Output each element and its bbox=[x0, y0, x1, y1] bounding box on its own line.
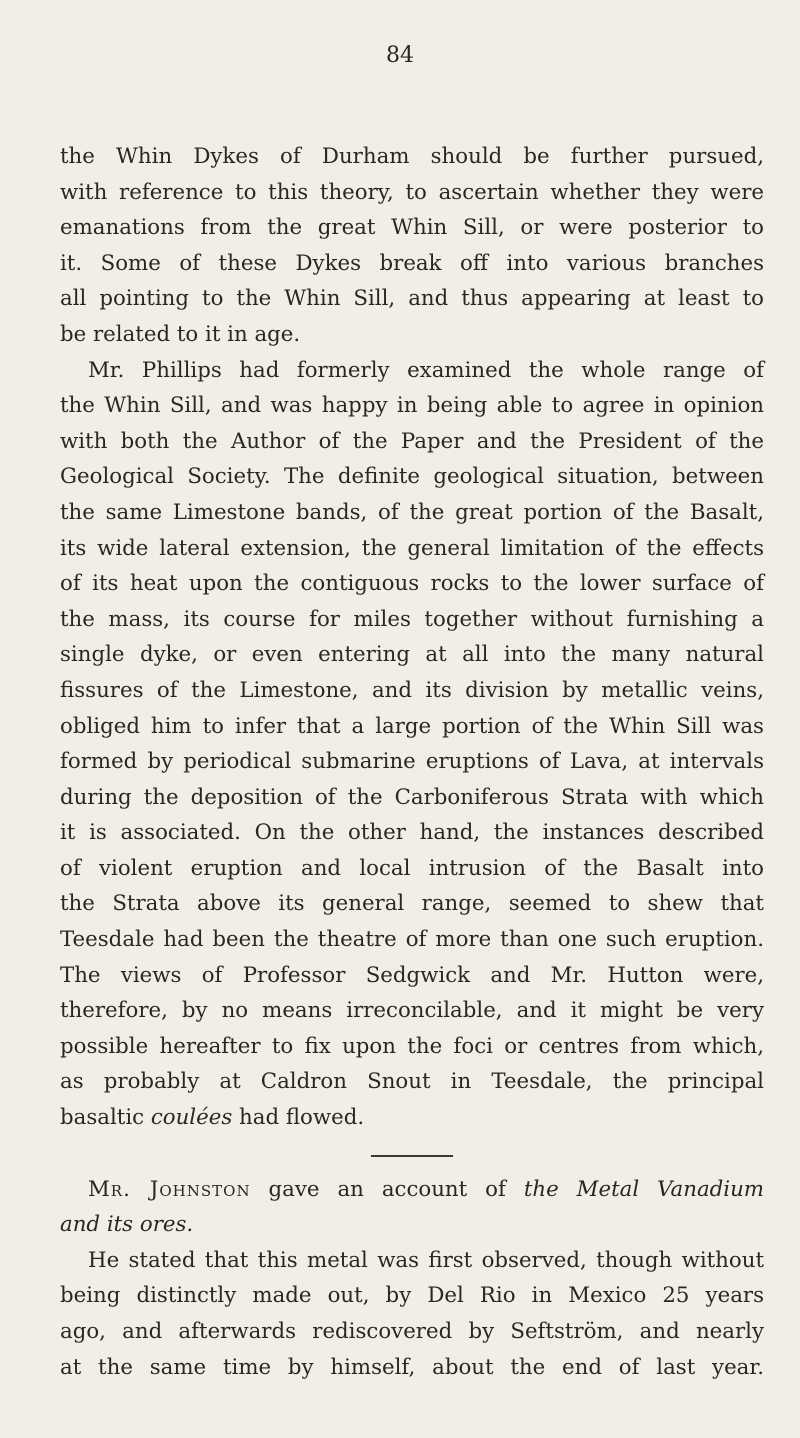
paragraph-whin-dykes bbox=[60, 139, 764, 353]
italic-term: coulées bbox=[150, 1105, 233, 1131]
text-line: it. Some of these Dykes break off into various branches bbox=[60, 250, 764, 276]
text-line: as probably at Caldron Snout in Teesdale, the principal bbox=[60, 1069, 764, 1095]
text-line: the Whin Sill, and was happy in being able to agree in opinion bbox=[60, 393, 764, 419]
text-line bbox=[60, 1207, 764, 1243]
text-line: with reference to this theory, to ascertain whether they were bbox=[60, 179, 764, 205]
text-line: obliged him to infer that a large portion of the Whin Sill was bbox=[60, 713, 764, 739]
text-line: the Whin Dykes of Durham should be further pursued, bbox=[60, 144, 764, 169]
text-line: during the deposition of the Carboniferous Strata with which bbox=[60, 784, 764, 810]
text-line: possible hereafter to fix upon the foci or centres from which, bbox=[60, 1033, 764, 1059]
section-divider bbox=[60, 1136, 764, 1172]
text-line: the mass, its course for miles together without furnishing a bbox=[60, 606, 764, 632]
text-line: the Strata above its general range, seemed to shew that bbox=[60, 891, 764, 917]
body-text bbox=[60, 139, 764, 1385]
text-line: be related to it in age. bbox=[60, 321, 301, 347]
paragraph-johnston-heading bbox=[60, 1172, 764, 1243]
text-run: gave an account of bbox=[250, 1176, 524, 1202]
text-line: with both the Author of the Paper and the President of the bbox=[60, 428, 764, 454]
speaker-name: Mr. Johnston bbox=[88, 1176, 251, 1202]
text-line: He stated that this metal was first observed, though without bbox=[88, 1247, 764, 1273]
text-line: therefore, by no means irreconcilable, and it might be very bbox=[60, 998, 764, 1024]
text-line: being distinctly made out, by Del Rio in Mexico 25 years bbox=[60, 1283, 764, 1309]
text-line: emanations from the great Whin Sill, or were posterior to bbox=[60, 215, 764, 241]
page-number: 84 bbox=[386, 43, 414, 68]
text-line: of violent eruption and local intrusion of the Basalt into bbox=[60, 855, 764, 881]
text-line: it is associated. On the other hand, the instances described bbox=[60, 820, 764, 846]
text-line: of its heat upon the contiguous rocks to the lower surface of bbox=[60, 571, 764, 597]
text-line: formed by periodical submarine eruptions of Lava, at intervals bbox=[60, 749, 764, 775]
paragraph-vanadium bbox=[60, 1243, 764, 1385]
text-line bbox=[60, 1100, 764, 1136]
text-line: all pointing to the Whin Sill, and thus appearing at least to bbox=[60, 286, 764, 312]
paragraph-phillips bbox=[60, 353, 764, 1136]
text-line bbox=[60, 1172, 764, 1208]
paper-title-cont: and its ores. bbox=[60, 1212, 194, 1238]
text-run: basaltic bbox=[60, 1105, 151, 1131]
text-line: single dyke, or even entering at all into the many natural bbox=[60, 642, 764, 668]
text-run: had flowed. bbox=[232, 1105, 365, 1131]
text-line: Teesdale had been the theatre of more than one such eruption. bbox=[60, 927, 764, 953]
paper-title: the Metal Vanadium bbox=[523, 1176, 764, 1202]
text-line: at the same time by himself, about the end of last year. bbox=[60, 1354, 764, 1380]
text-line: the same Limestone bands, of the great portion of the Basalt, bbox=[60, 499, 764, 525]
text-line: fissures of the Limestone, and its division by metallic veins, bbox=[60, 677, 764, 703]
text-line: Mr. Phillips had formerly examined the whole range of bbox=[88, 357, 764, 383]
text-line: The views of Professor Sedgwick and Mr. Hutton were, bbox=[60, 962, 764, 988]
text-line: its wide lateral extension, the general limitation of the effects bbox=[60, 535, 764, 561]
text-line: ago, and afterwards rediscovered by Seftström, and nearly bbox=[60, 1319, 764, 1344]
text-line: Geological Society. The definite geological situation, between bbox=[60, 464, 764, 490]
